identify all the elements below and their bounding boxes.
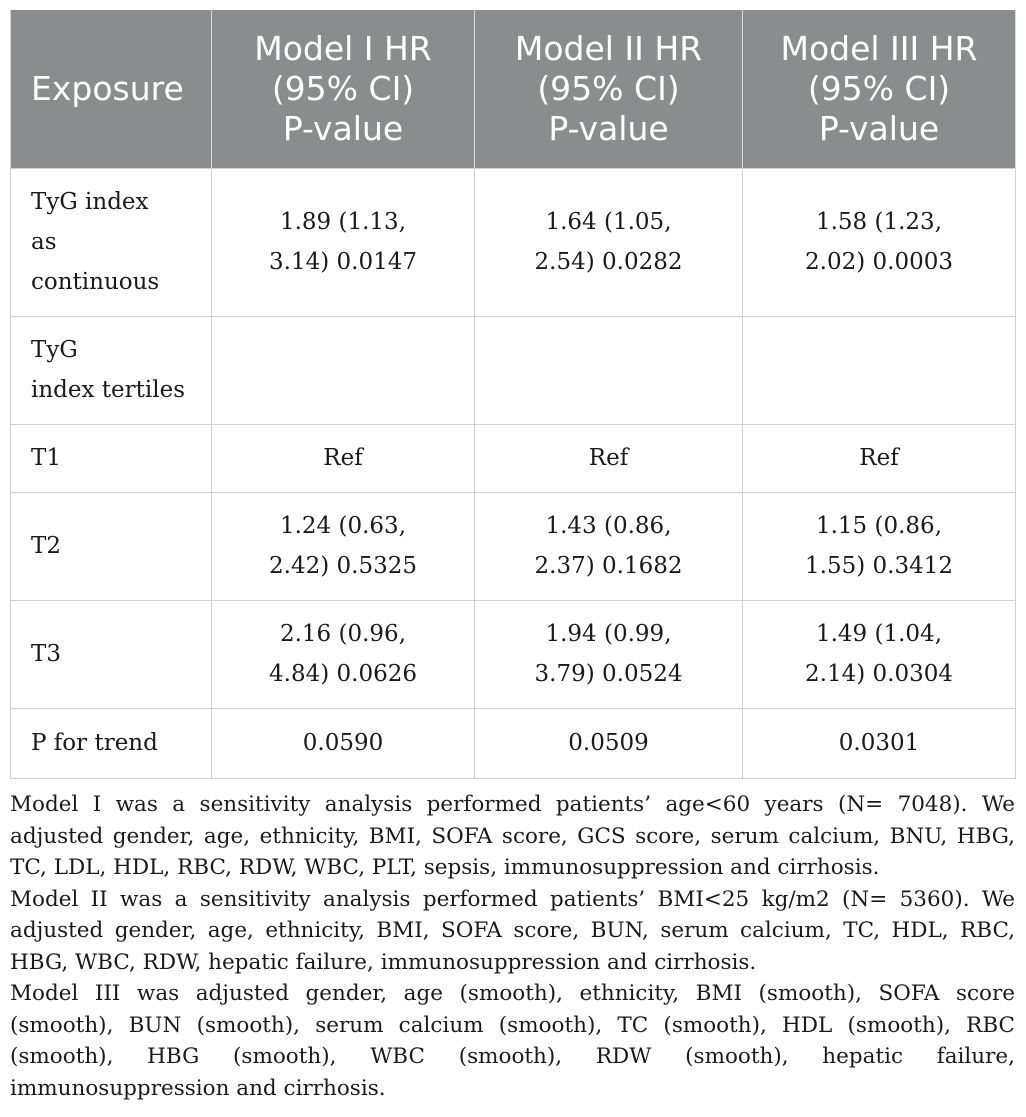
cell-text: 2.37) 0.1682 <box>534 553 683 579</box>
cell-text: TyG index <box>31 189 149 215</box>
cell-text: Ref <box>323 445 363 471</box>
cell-text: 0.0590 <box>302 730 384 756</box>
table-cell <box>475 708 743 778</box>
header-text: (95% CI) <box>807 68 951 108</box>
header-text: P-value <box>818 108 940 148</box>
table-cell <box>212 316 475 424</box>
table-cell <box>743 708 1016 778</box>
hazard-ratio-table <box>10 10 1016 779</box>
header-text: (95% CI) <box>537 68 680 108</box>
cell-text: 1.94 (0.99, <box>545 621 672 647</box>
table-cell <box>475 600 743 708</box>
header-text: P-value <box>282 108 404 148</box>
cell-text: 1.64 (1.05, <box>545 209 672 235</box>
table-cell <box>212 424 475 492</box>
header-text: Model III HR <box>780 28 978 68</box>
table-cell <box>743 600 1016 708</box>
table-footnotes <box>10 789 1015 1104</box>
cell-text: TyG <box>31 337 78 363</box>
row-label <box>11 492 212 600</box>
table-cell <box>743 168 1016 316</box>
header-model-1 <box>212 10 475 168</box>
table-cell <box>212 492 475 600</box>
table-row <box>11 424 1016 492</box>
cell-text: 1.15 (0.86, <box>815 513 943 539</box>
cell-text: P for trend <box>31 730 158 756</box>
cell-text: Ref <box>859 445 899 471</box>
header-text: Exposure <box>31 68 184 108</box>
cell-text: 0.0301 <box>838 730 920 756</box>
row-label <box>11 424 212 492</box>
footnote-model-2: Model II was a sensitivity analysis performed patients’ BMI<25 kg/m2 (N= 5360). We adjusted gender, age, ethnicity, BMI, SOFA score, BUN, serum calcium, TC, HDL, RBC, HBG, WBC, RDW, hepatic failure, immunosuppression and cirrhosis. <box>10 886 1015 975</box>
table-cell <box>743 492 1016 600</box>
header-text: Model I HR <box>254 28 432 68</box>
cell-text: continuous <box>31 269 160 295</box>
cell-text: Ref <box>588 445 629 471</box>
row-label <box>11 168 212 316</box>
cell-text: 1.55) 0.3412 <box>805 553 953 579</box>
cell-text: 2.54) 0.0282 <box>534 249 683 275</box>
table-row <box>11 316 1016 424</box>
table-cell <box>475 316 743 424</box>
row-label <box>11 316 212 424</box>
cell-text: 2.14) 0.0304 <box>805 661 953 687</box>
table-cell <box>212 600 475 708</box>
header-text: Model II HR <box>514 28 703 68</box>
row-label <box>11 708 212 778</box>
header-text: P-value <box>548 108 669 148</box>
table-row <box>11 492 1016 600</box>
cell-text: 2.16 (0.96, <box>279 621 407 647</box>
cell-text: 2.42) 0.5325 <box>269 553 417 579</box>
cell-text: T1 <box>31 445 61 471</box>
table-cell <box>743 424 1016 492</box>
table-row <box>11 708 1016 778</box>
cell-text: 1.58 (1.23, <box>815 209 943 235</box>
table-cell <box>475 424 743 492</box>
table-cell <box>743 316 1016 424</box>
cell-text: 4.84) 0.0626 <box>269 661 417 687</box>
cell-text: index tertiles <box>31 377 186 403</box>
header-text: (95% CI) <box>271 68 415 108</box>
footnote-model-3: Model III was adjusted gender, age (smooth), ethnicity, BMI (smooth), SOFA score (smooth), BUN (smooth), serum calcium (smooth), TC (smooth), HDL (smooth), RBC (smooth), HBG (smooth), WBC (smooth), RDW (smooth), hepatic failure, immunosuppression and cirrhosis. <box>10 981 1015 1101</box>
header-row <box>11 10 1016 168</box>
results-table-container <box>10 10 1015 779</box>
row-label <box>11 600 212 708</box>
cell-text: T3 <box>31 641 61 667</box>
footnote-model-1: Model I was a sensitivity analysis performed patients’ age<60 years (N= 7048). We adjusted gender, age, ethnicity, BMI, SOFA score, GCS score, serum calcium, BNU, HBG, TC, LDL, HDL, RBC, RDW, WBC, PLT, sepsis, immunosuppression and cirrhosis. <box>10 792 1015 880</box>
cell-text: 1.49 (1.04, <box>815 621 943 647</box>
cell-text: 1.43 (0.86, <box>545 513 672 539</box>
table-row <box>11 600 1016 708</box>
cell-text: T2 <box>31 533 61 559</box>
header-model-2 <box>475 10 743 168</box>
table-cell <box>475 168 743 316</box>
cell-text: 0.0509 <box>568 730 649 756</box>
cell-text: 3.14) 0.0147 <box>269 249 417 275</box>
header-exposure <box>11 10 212 168</box>
header-model-3 <box>743 10 1016 168</box>
table-cell <box>212 168 475 316</box>
cell-text: 1.24 (0.63, <box>279 513 407 539</box>
table-cell <box>475 492 743 600</box>
table-row <box>11 168 1016 316</box>
cell-text: as <box>31 229 57 255</box>
cell-text: 2.02) 0.0003 <box>805 249 953 275</box>
table-cell <box>212 708 475 778</box>
cell-text: 1.89 (1.13, <box>279 209 407 235</box>
cell-text: 3.79) 0.0524 <box>534 661 683 687</box>
